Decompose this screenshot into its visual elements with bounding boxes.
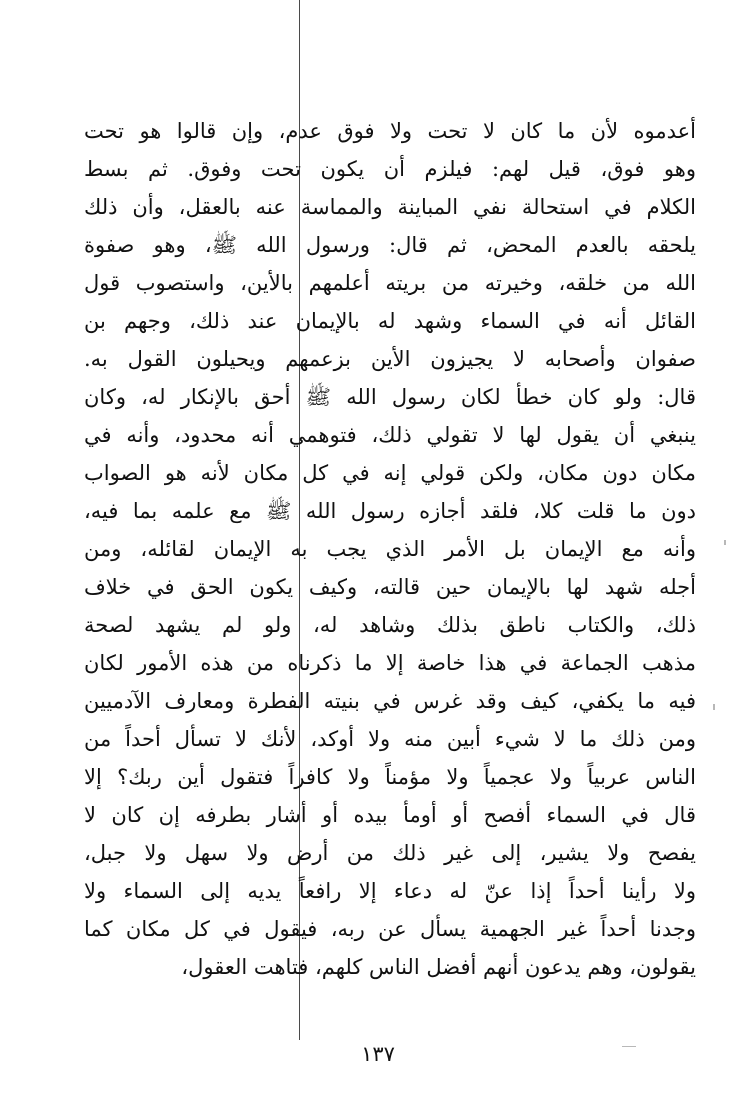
text-line-1: أعدموه لأن ما كان لا تحت ولا فوق عدم، وإن قالوا هو تحت [84,119,696,143]
text-line-21: ولا رأينا أحداً إذا عنّ له دعاء إلا رافعاً يديه إلى السماء ولا [84,879,696,903]
text-line-15: مذهب الجماعة في هذا خاصة إلا ما ذكرناه من هذه الأمور لكان [84,651,696,675]
text-line-4: يلحقه بالعدم المحض، ثم قال: ورسول الله ﷺ، وهو صفوة [84,233,696,257]
text-line-8: قال: ولو كان خطأ لكان رسول الله ﷺ أحق بالإنكار له، وكان [84,385,696,409]
text-line-14: ذلك، والكتاب ناطق بذلك وشاهد له، ولو لم يشهد لصحة [84,613,696,637]
text-line-12: وأنه مع الإيمان بل الأمر الذي يجب به الإيمان لقائله، ومن [84,537,696,561]
text-line-11: دون ما قلت كلا، فلقد أجازه رسول الله ﷺ مع علمه بما فيه، [84,499,696,523]
text-line-7: صفوان وأصحابه لا يجيزون الأين بزعمهم ويحيلون القول به. [84,347,696,371]
text-line-19: قال في السماء أفصح أو أومأ بيده أو أشار بطرفه إن كان لا [84,803,696,827]
text-line-10: مكان دون مكان، ولكن قولي إنه في كل مكان لأنه هو الصواب [84,461,696,485]
text-line-23: يقولون، وهم يدعون أنهم أفضل الناس كلهم، فتاهت العقول، [181,955,696,979]
text-line-3: الكلام في استحالة نفي المباينة والمماسة عنه بالعقل، وأن ذلك [84,195,696,219]
body-text [84,112,696,986]
text-line-2: وهو فوق، قيل لهم: فيلزم أن يكون تحت وفوق. ثم بسط [84,157,696,181]
text-line-20: يفصح ولا يشير، إلى غير ذلك من أرض ولا سهل ولا جبل، [84,841,696,865]
text-line-18: الناس عربياً ولا عجمياً ولا مؤمناً ولا كافراً فتقول أين ربك؟ إلا [84,765,696,789]
text-line-22: وجدنا أحداً غير الجهمية يسأل عن ربه، فيقول في كل مكان كما [84,917,696,941]
text-line-5: الله من خلقه، وخيرته من بريته أعلمهم بالأين، واستصوب قول [84,271,696,295]
text-line-17: ومن ذلك ما لا شيء أبين منه ولا أوكد، لأنك لا تسأل أحداً من [84,727,696,751]
text-line-13: أجله شهد لها بالإيمان حين قالته، وكيف يكون الحق في خلاف [84,575,696,599]
page-number: ١٣٧ [361,1042,395,1066]
text-line-16: فيه ما يكفي، كيف وقد غرس في بنيته الفطرة ومعارف الآدميين [84,689,696,713]
scan-speck [713,704,715,710]
scan-speck [724,540,726,545]
text-line-9: ينبغي أن يقول لها لا تقولي ذلك، فتوهمي أنه محدود، وأنه في [84,423,696,447]
text-line-6: القائل أنه في السماء وشهد له بالإيمان عند ذلك، وجهم بن [84,309,696,333]
scan-speck [622,1046,636,1047]
